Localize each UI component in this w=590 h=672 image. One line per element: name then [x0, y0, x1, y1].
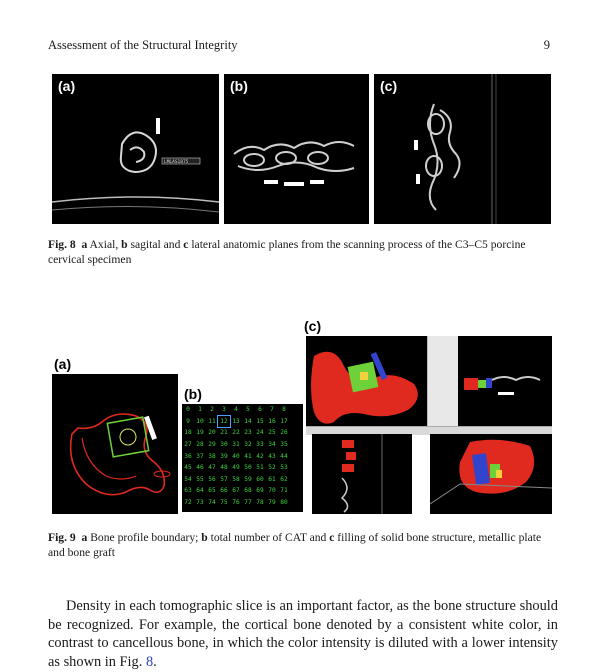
grid-cell: 15 [256, 417, 264, 425]
fig9-label-a: (a) [54, 356, 72, 372]
fig9c-3d-render [430, 434, 552, 514]
fig9-caption: Fig. 9 a Bone profile boundary; b total number of CAT and c filling of solid bone structure, metallic plate and bone graft [48, 531, 542, 559]
grid-cell: 35 [280, 441, 288, 449]
grid-cell: 32 [244, 441, 252, 449]
fig8-label-b: (b) [230, 78, 248, 94]
fig9-label-c: (c) [304, 318, 322, 334]
grid-cell: 5 [246, 406, 250, 414]
fig9-panel-bone-profile [52, 374, 178, 514]
grid-cell: 66 [220, 487, 228, 495]
grid-cell: 38 [208, 452, 216, 460]
grid-cell: 76 [232, 499, 240, 507]
grid-cell: 52 [268, 464, 276, 472]
fig8-label-c: (c) [380, 78, 398, 94]
grid-cell: 58 [232, 475, 240, 483]
grid-cell: 72 [184, 499, 192, 507]
grid-cell: 75 [220, 499, 228, 507]
bone-profile-image [52, 374, 178, 514]
grid-row [182, 439, 290, 451]
grid-cell: 23 [244, 429, 252, 437]
fig9c-filled-slice [306, 336, 427, 426]
sagittal-filled-image [458, 336, 552, 426]
grid-cell: 49 [232, 464, 240, 472]
grid-cell: 4 [234, 406, 238, 414]
grid-row [182, 427, 290, 439]
filled-slice-image [306, 336, 427, 426]
grid-cell: 54 [184, 475, 192, 483]
running-title: Assessment of the Structural Integrity [48, 38, 238, 52]
grid-cell: 9 [186, 417, 190, 425]
lateral-filled-image [312, 434, 412, 514]
grid-cell: 30 [220, 441, 228, 449]
grid-row [182, 404, 290, 416]
grid-row [182, 485, 290, 497]
cat-index-table [182, 404, 290, 508]
grid-cell: 26 [280, 429, 288, 437]
grid-cell: 21 [220, 429, 228, 437]
grid-cell: 79 [268, 499, 276, 507]
grid-cell: 67 [232, 487, 240, 495]
grid-cell: 61 [268, 475, 276, 483]
grid-cell: 77 [244, 499, 252, 507]
fig8-label-a: (a) [58, 78, 76, 94]
cat-index-grid [182, 404, 303, 512]
fig8-caption-label: Fig. 8 [48, 238, 76, 251]
fig9-caption-label: Fig. 9 [48, 531, 76, 544]
fig8-caption: Fig. 8 a Axial, b sagital and c lateral anatomic planes from the scanning process of the C3–C5 porcine cervical specimen [48, 238, 526, 266]
grid-cell: 40 [232, 452, 240, 460]
grid-cell: 34 [268, 441, 276, 449]
grid-cell: 24 [256, 429, 264, 437]
grid-cell: 17 [280, 417, 288, 425]
render-3d-image [430, 434, 552, 514]
grid-cell: 46 [196, 464, 204, 472]
grid-cell: 7 [270, 406, 274, 414]
fig8-reference-link[interactable]: 8 [145, 653, 154, 670]
grid-cell: 41 [244, 452, 252, 460]
fig9c-lateral-filled [312, 434, 412, 514]
grid-cell: 22 [232, 429, 240, 437]
grid-cell: 53 [280, 464, 288, 472]
sagittal-ct-image [224, 74, 369, 224]
grid-cell: 31 [232, 441, 240, 449]
grid-cell: 55 [196, 475, 204, 483]
grid-cell: 36 [184, 452, 192, 460]
grid-cell: 2 [210, 406, 214, 414]
grid-row [182, 416, 290, 428]
grid-cell: 69 [256, 487, 264, 495]
fig8-panel-lateral [374, 74, 551, 224]
grid-cell: 0 [186, 406, 190, 414]
fig9c-sagittal-filled [458, 336, 552, 426]
grid-cell: 11 [208, 417, 216, 425]
grid-cell: 68 [244, 487, 252, 495]
axial-overlay-text: LMLAS1875 [164, 160, 189, 165]
page-number: 9 [543, 38, 550, 52]
grid-cell: 78 [256, 499, 264, 507]
body-paragraph: Density in each tomographic slice is an important factor, as the bone structure should be recognized. For example, the cortical bone denoted by a consistent white color, in contrast to cancellous bone, in which the color intensity is diluted with a lower intensity as shown in Fig. 8. [48, 598, 558, 670]
grid-cell: 70 [268, 487, 276, 495]
grid-cell: 18 [184, 429, 192, 437]
grid-cell: 20 [208, 429, 216, 437]
grid-cell: 62 [280, 475, 288, 483]
fig8-panel-sagittal [224, 74, 369, 224]
grid-cell: 13 [232, 417, 240, 425]
grid-cell: 12 [218, 416, 230, 428]
grid-cell: 48 [220, 464, 228, 472]
grid-cell: 51 [256, 464, 264, 472]
grid-cell: 42 [256, 452, 264, 460]
grid-cell: 74 [208, 499, 216, 507]
grid-cell: 45 [184, 464, 192, 472]
grid-row [182, 462, 290, 474]
grid-cell: 50 [244, 464, 252, 472]
fig9-label-b: (b) [184, 386, 202, 402]
axial-ct-image [52, 74, 219, 224]
grid-cell: 33 [256, 441, 264, 449]
lateral-ct-image [374, 74, 551, 224]
grid-cell: 56 [208, 475, 216, 483]
grid-cell: 73 [196, 499, 204, 507]
fig8-panel-axial [52, 74, 219, 224]
grid-cell: 71 [280, 487, 288, 495]
grid-row [182, 497, 290, 509]
grid-cell: 8 [282, 406, 286, 414]
grid-cell: 1 [198, 406, 202, 414]
grid-cell: 25 [268, 429, 276, 437]
grid-cell: 37 [196, 452, 204, 460]
grid-cell: 28 [196, 441, 204, 449]
grid-cell: 3 [222, 406, 226, 414]
grid-cell: 16 [268, 417, 276, 425]
grid-cell: 44 [280, 452, 288, 460]
grid-cell: 65 [208, 487, 216, 495]
grid-cell: 27 [184, 441, 192, 449]
grid-cell: 19 [196, 429, 204, 437]
grid-cell: 6 [258, 406, 262, 414]
grid-cell: 60 [256, 475, 264, 483]
grid-cell: 63 [184, 487, 192, 495]
grid-cell: 47 [208, 464, 216, 472]
fig9c-window-divider [427, 336, 458, 426]
grid-cell: 59 [244, 475, 252, 483]
grid-row [182, 450, 290, 462]
grid-cell: 57 [220, 475, 228, 483]
grid-cell: 64 [196, 487, 204, 495]
grid-cell: 39 [220, 452, 228, 460]
grid-cell: 29 [208, 441, 216, 449]
grid-row [182, 474, 290, 486]
grid-cell: 10 [196, 417, 204, 425]
grid-cell: 80 [280, 499, 288, 507]
grid-cell: 43 [268, 452, 276, 460]
grid-cell: 14 [244, 417, 252, 425]
